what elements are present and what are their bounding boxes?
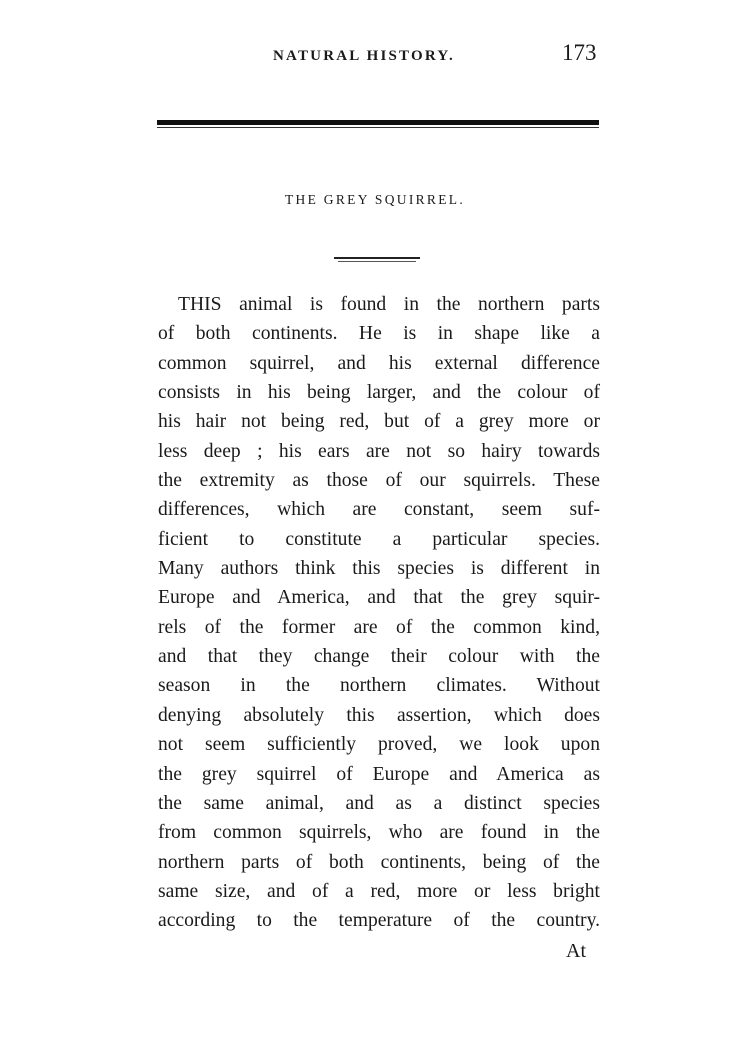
body-line: of both continents. He is in shape like a [158, 323, 600, 345]
body-line: Many authors think this species is different in [158, 558, 600, 580]
body-line: according to the temperature of the country. [158, 910, 600, 932]
title-rule-upper [334, 257, 420, 259]
header-rule [157, 120, 599, 129]
body-line: his hair not being red, but of a grey more or [158, 411, 600, 433]
running-title: NATURAL HISTORY. [273, 48, 455, 64]
body-line: season in the northern climates. Without [158, 675, 600, 697]
body-line: differences, which are constant, seem suf- [158, 499, 600, 521]
body-line: from common squirrels, who are found in the [158, 822, 600, 844]
body-line: ficient to constitute a particular species. [158, 528, 600, 550]
body-line: common squirrel, and his external difference [158, 352, 600, 374]
body-line: northern parts of both continents, being of the [158, 851, 600, 873]
body-paragraph [158, 290, 600, 936]
running-head [0, 40, 750, 74]
section-title: THE GREY SQUIRREL. [284, 192, 466, 207]
body-line: THIS animal is found in the northern parts [178, 294, 600, 315]
page-number: 173 [562, 40, 597, 65]
body-line: denying absolutely this assertion, which does [158, 704, 600, 726]
body-line: rels of the former are of the common kind, [158, 616, 600, 638]
header-rule-thin [157, 127, 599, 128]
header-rule-thick [157, 120, 599, 125]
title-rule-lower [338, 261, 416, 262]
body-line: and that they change their colour with the [158, 646, 600, 668]
body-line: the same animal, and as a distinct species [158, 792, 600, 814]
body-line: same size, and of a red, more or less bright [158, 880, 600, 902]
body-line: the extremity as those of our squirrels. These [158, 470, 600, 492]
body-line: less deep ; his ears are not so hairy towards [158, 440, 600, 462]
body-line: consists in his being larger, and the colour of [158, 382, 600, 404]
body-line: not seem sufficiently proved, we look upon [158, 734, 600, 756]
body-line: Europe and America, and that the grey squir- [158, 587, 600, 609]
title-ornament-rule [334, 257, 420, 263]
catchword: At [566, 940, 586, 962]
body-line: the grey squirrel of Europe and America as [158, 763, 600, 785]
